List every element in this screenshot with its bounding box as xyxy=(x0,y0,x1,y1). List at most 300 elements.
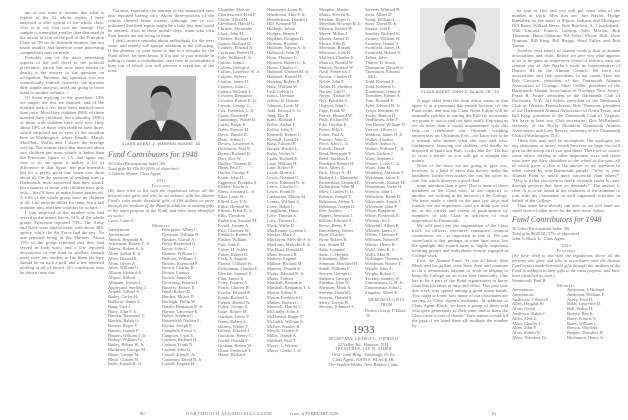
contributor-name: Hume, Richard xyxy=(218,352,245,358)
contributor-name: Isaacs, Herman xyxy=(267,93,295,99)
contributor-name: Weissman, Julius F. xyxy=(365,174,400,180)
contributor-name: Crane, Howard P. xyxy=(218,112,249,118)
contributor-name: Fleischman, Charles E. xyxy=(218,266,259,272)
treasurer: TREASURER, LEE W. ASHER xyxy=(335,346,392,351)
contributor-name: Stong, William L. xyxy=(365,16,397,22)
contributor-name: MacLean, Malcolm F. Jr. xyxy=(267,242,312,248)
contributor-name: Beeson, Winfield xyxy=(567,325,598,331)
contributor-name: Cochrane, Robert D. xyxy=(218,50,255,56)
contributor-name: Doane, Richard H. xyxy=(218,150,251,156)
contributor-name: Elliot, Howard W. xyxy=(218,203,250,209)
contributor-name: Sanborn, George J. xyxy=(319,275,353,281)
contributor-name: Swinfield, Robert S. xyxy=(365,50,401,56)
contributor-name: Allen, Donald S. xyxy=(108,255,138,261)
contributor-name: Bolet, Joseph R. Jr. xyxy=(108,361,142,367)
contributor-name: Butterfield, Nathan E. xyxy=(162,318,201,324)
contributor-name: Woodman, Robert T. xyxy=(365,261,402,267)
members-list-a xyxy=(512,288,565,341)
contributor-name: Schumann, Max xyxy=(319,256,348,262)
contributor-name: Lindenthal, Milton M. xyxy=(267,194,307,200)
contributor-name: Ackerman, Robert T. Jr. xyxy=(108,241,151,247)
contributor-name: Anderson, J. Richard xyxy=(567,287,605,292)
contributor-name: Merwin, Robert W. xyxy=(319,26,353,32)
contributor-name: Zimmerman, G. H. Jr. xyxy=(365,280,404,286)
contributor-name: Anderson, William E. xyxy=(567,291,606,297)
contributor-name: McGrath, William E. xyxy=(267,318,305,324)
left-column-2-text xyxy=(108,8,214,73)
contributor-name: Allmann, Joseph J. xyxy=(108,279,142,285)
contributor-name: Hunt, William W. xyxy=(267,83,298,89)
contributor-name: Merrill, Charles F. xyxy=(267,328,300,334)
contributor-name: Fendrich, Robert E. xyxy=(218,232,253,238)
contributor-name: Thayer, D. Stuart xyxy=(365,59,396,65)
contributor-name: Zingales, Albert E. xyxy=(365,290,399,296)
contributor-name: Carlson, Richard H. xyxy=(162,337,198,343)
class-agent-photo-moore xyxy=(126,76,196,140)
contributor-name: Cox, Frederick L. Jr. xyxy=(218,107,255,113)
contributor-name: Allen, Alva E. xyxy=(512,315,538,321)
contributor-name: Lomas, William A. xyxy=(267,198,301,204)
contributor-name: Loughhane, Harry xyxy=(267,208,300,214)
contributor-name: Purcell, David xyxy=(319,146,345,152)
contributor-name: Campbell, Forest C. xyxy=(162,327,198,333)
fund-year: 1932 xyxy=(156,178,166,183)
contributor-name: Gage, Robert M. xyxy=(218,309,248,315)
contributor-name: Kane, Richard J. xyxy=(267,117,297,123)
members-list-b xyxy=(567,288,620,341)
contributor-name: Anonymous xyxy=(512,291,534,297)
contributor-name: Gates, Robert S. xyxy=(218,318,247,324)
contributor-name: Nolan, H. Sheldon xyxy=(319,83,352,89)
contributor-name: Graham, Robert W. xyxy=(218,342,253,348)
contributor-name: Swinfield, James H. xyxy=(365,45,401,51)
left-page-number: 80 xyxy=(140,411,145,416)
contributor-name: Sweeney, Daniel A. xyxy=(365,40,400,46)
contributor-name: Rogers, Seymour J. xyxy=(319,213,354,219)
contributor-name: Stevens, Donald S. xyxy=(319,294,353,300)
contributor-name: Mackie, Mark J. xyxy=(267,232,296,238)
contributor-name: Morse, Clarke J. Jr. xyxy=(267,347,302,353)
contributor-name: Collins, Laurence W. Jr. xyxy=(218,69,261,75)
contributor-name: Marks, Francis xyxy=(267,275,294,281)
contributor-name: Whitcomb, Austin J. xyxy=(365,198,402,204)
paragraph: Of those replying to the questions, 19% are single; the rest are married, and of the married men a few have been married more than once. Most have children (86% of those married have children), but a plurality (38%) of those with children have only two. Only about 18% of those with children have three, which surprised me in view of the situation here in Washington, where Fanelli, Marsh, MacPhail, Wallis and I shove the average way up. The returns show that there are about two children per man, which is better than the Princeton figure of 1.5—but again our year is so far apart it makes a lot of difference in that figure. (no pun intended, but it's a pretty good one when you think about it). On the question of sending sons to Dartmouth, most answered that they would, but a quarter of those with children have girls only—they'll have to make house parties do. A fifth of the whole group have no children at all. Life must be duller for them, but a full measure now and then wouldn't be so bad. xyxy=(20,95,104,210)
contributor-name: Fletcher, Samuel K. xyxy=(218,270,253,276)
contributor-name: Clark, John M. xyxy=(218,30,245,36)
contributor-name: Daley, Francis M. xyxy=(218,126,250,132)
contributor-name: Hill, Kenneth M. xyxy=(267,21,297,27)
contributor-name: Bassett, Roger F. xyxy=(108,322,138,328)
contributor-name: Moore, Ellis B. xyxy=(319,40,347,46)
contributor-name: Simpson, Howland H. xyxy=(319,261,359,267)
contributor-name: Richard, L. Marquette xyxy=(319,174,359,180)
contributor-name: Thompson, Donald A. xyxy=(365,64,405,70)
contributor-name: Saltz, C. Herbert xyxy=(319,251,349,257)
contributor-name: Mallory, Eugene xyxy=(267,256,297,262)
contributor-name: Osgood, John C. xyxy=(319,102,349,108)
contributor-name: Avery, Fred H. xyxy=(567,296,593,302)
left-column-2 xyxy=(108,8,214,367)
contributor-name: Fuller, George A. xyxy=(218,304,249,310)
contributor-name: Wolff, Max H. xyxy=(365,251,391,257)
contributor-name: Williams, Robert P. xyxy=(365,237,400,243)
contributor-name: Cowden, Robert E. Jr. xyxy=(218,98,257,104)
contributor-name: Stevens, Winfred B. xyxy=(365,7,401,12)
contributor-name: Kelley, John T. xyxy=(267,126,294,132)
contributor-name: Morrison, Russell xyxy=(319,45,351,51)
contributor-name: Fisher, H. Ashby xyxy=(218,246,248,252)
contributor-name: White, Frederick B. xyxy=(365,213,400,219)
contributor-name: Knight, Harold L. xyxy=(267,146,299,152)
contributor-name: Van Dusen, William D. xyxy=(365,122,406,128)
contributor-name: Marshall, Benjamin xyxy=(267,280,302,286)
contributor-name: Pike, Gordon E. xyxy=(319,122,348,128)
class-1933-header xyxy=(319,324,408,367)
contributor-name: Richardson, Leonard E. xyxy=(319,179,361,185)
contributor-name: Gardner, Lewis P. xyxy=(218,314,250,319)
contributor-name: White, Benjamin xyxy=(365,208,395,214)
contributor-name: Moody, James D. xyxy=(319,35,350,41)
contributor-name: Henderson, Max P. Jr. xyxy=(267,11,306,17)
contributor-name: McKee, Stanley R. xyxy=(267,323,301,329)
contributor-name: Eaton, John D. xyxy=(218,174,245,180)
contributor-name: Frank, Richard L. xyxy=(218,294,250,300)
contributor-name: Elliott, Leo T. Jr. xyxy=(218,198,248,204)
contributor-name: Brown, James R. xyxy=(162,274,193,280)
contributor-name: King, Edward P. xyxy=(267,141,296,147)
contributor-name: Kimball, Frank H. xyxy=(267,136,300,142)
contributor-name: Buckley, Robert E. xyxy=(162,284,196,290)
contributor-name: Anderson, J. Russell xyxy=(512,296,549,302)
right-column-text xyxy=(512,8,620,213)
contributor-name: Lowe, Ralph J. xyxy=(267,203,294,209)
contributor-name: Bang, Carl J. xyxy=(108,303,131,309)
middle-column-text xyxy=(412,183,508,328)
contributor-name: Ryan, Robert B. xyxy=(319,237,348,243)
contributor-name: Hopkins, Douglas D. xyxy=(267,35,305,41)
contributor-name: Wilder, Clarence F. xyxy=(365,232,399,238)
contributor-name: Bleck, Charles R. xyxy=(108,356,139,362)
contributor-name: Barbey, Ben K. xyxy=(567,310,595,316)
founder-name: Wentworth, Paul R. xyxy=(512,278,547,283)
contributor-name: Durfee, George F. xyxy=(218,170,250,176)
contributor-name: Morrison, John H. xyxy=(319,50,352,56)
contributor-name: Trombley, Edwin A. xyxy=(365,93,401,99)
contributor-name: Coates, Richard D. xyxy=(218,40,252,46)
contributor-name: Lash, Robert P. xyxy=(267,165,294,171)
contributor-name: Grant, Frederick T. xyxy=(218,347,252,353)
contributor-name: Foley, Francis A. xyxy=(218,280,248,286)
contributor-name: Marks, Edward B. Jr. xyxy=(267,270,305,276)
contributor-name: Burrill, Benjamin R. Jr. xyxy=(162,303,204,309)
contributor-name: Brown, Francis xyxy=(162,270,190,276)
contributor-name: Bennett, William C. xyxy=(162,250,198,256)
contributor-name: Murray, Richard W. xyxy=(319,64,354,70)
contributor-name: Bellows, William T. xyxy=(162,255,198,261)
contributor-name: Cleveland, Harold C. xyxy=(218,21,256,27)
contributor-name: Allison, Richard A. xyxy=(108,270,143,276)
contributor-name: Richardson, John M. xyxy=(319,184,356,190)
contributor-name: Reed, Sheldon F. xyxy=(319,155,349,161)
contributor-name: Bates, William L. xyxy=(567,320,598,326)
contributor-name: Roe, Andrew xyxy=(319,208,343,214)
contributor-name: Goodwin, Henry C. xyxy=(218,333,253,339)
contributor-name: Ball, Walter H. xyxy=(567,306,594,312)
magazine-title: DARTMOUTH ALUMNI MAGAZINE xyxy=(186,411,273,416)
contributor-name: Coakley, Edward A. xyxy=(218,45,254,51)
founders-label: Founders xyxy=(151,183,171,188)
contributor-name: Strauss, Joel E. xyxy=(365,26,392,32)
contributor-name: Waldron, James H. Jr. xyxy=(365,131,404,137)
contributor-name: Bartlett, Ralph G. xyxy=(108,318,140,324)
secretary-address: 22 Valley Rd., Hanover, N.H. xyxy=(337,341,390,347)
contributor-name: McCarthy, John J. xyxy=(267,309,299,315)
contributor-name: Allen, Arthur E. Jr. xyxy=(108,250,142,256)
paragraph: Probably one of the most interesting aspects of the poll (next to the political preference, which has now been beaten to death) is the answer to the question on occupation. Because this question was not scientifically framed, however, the answers defy simple analysis, and I am going to leave them to another column. xyxy=(20,55,104,95)
contributor-name: Cowden, Benjamin xyxy=(218,93,252,99)
contributor-name: Collins, George A. xyxy=(218,64,251,70)
contributor-name: Ruesenberg, Walter xyxy=(319,227,354,233)
fund-gifts: 36 Gifts (Participation Index 39) xyxy=(512,226,570,231)
contributor-name: Johnson, Louis M. xyxy=(267,102,300,108)
contributor-name: Conners, John C. xyxy=(218,83,249,89)
names-column-3 xyxy=(218,8,264,358)
contributor-name: MacLaren, Melville F. Jr. xyxy=(267,237,312,243)
fund-total: Total gifts $628.50 (37% of objective) xyxy=(512,231,580,236)
contributor-name: Babb, Lawrence D. xyxy=(567,301,602,307)
contributor-name: Nye, Franklin S. xyxy=(319,98,349,104)
class-agent-photo-black xyxy=(420,8,500,88)
contributor-name: Carlson, Frank N. xyxy=(162,342,194,348)
contributor-name: Butler, Stephen C. xyxy=(162,313,195,319)
contributor-name: Allport, Milton xyxy=(108,274,135,280)
contributor-name: Ellis, Theodore xyxy=(218,213,245,219)
contributor-name: Boyer, John C. xyxy=(162,246,189,252)
contributor-name: Weinberg, Abraham F. xyxy=(365,170,405,176)
contributor-name: Dickinson, Paul R. xyxy=(218,146,252,152)
contributor-name: VanBiesen, John F. xyxy=(365,117,399,123)
contributor-name: Whitten, James S. xyxy=(365,227,397,233)
contributor-name: Dean, Arthur C. xyxy=(218,136,247,142)
contributor-name: Bowker, Carroll A. xyxy=(162,236,196,242)
contributor-name: Barry, Francis A. xyxy=(567,315,597,321)
contributor-name: Roberts, Joseph T. xyxy=(319,194,352,200)
paragraph: be four or five and you will get some idea of the number at work. Men that are: Jim Naylor, Hodge Ransallen for the states of Illinois, Indiana, and Michigan; Bill Bates, Willard Beers, Bob Brackett, A. Cruickshank, Walt Kincaid, Francis Lathrop, John Morton, Bob Thomson, Harry Osborne, Ed Foley, Moose Hall, Jesse Norman, Bill King, Bill Briggs, Ward Fuller, and Bob Turner. xyxy=(512,8,620,48)
contributor-name: Sheldon, John W. xyxy=(319,280,350,286)
contributor-name: Cloutier, Richard T. xyxy=(218,35,253,41)
contributor-name: Blann, George M. xyxy=(108,351,140,357)
contributor-name: Viereck, Oliver G. xyxy=(365,126,398,132)
contributor-name: Ryan, Charles xyxy=(319,232,344,238)
contributor-name: Allen, Oliver S. xyxy=(108,260,136,266)
contributor-name: Gould, Donald E. xyxy=(218,337,249,343)
contributor-name: Lewis, Norman G. xyxy=(267,174,300,180)
contributor-name: Burdett, Milton D. xyxy=(162,294,195,300)
contributor-name: Westerman, Verne H. xyxy=(365,184,403,190)
fund-heading: Fund Contributors for 1948 xyxy=(108,150,198,159)
contributor-name: Dorr, Roy W. xyxy=(218,155,242,161)
contributor-name: Talbot, John xyxy=(365,54,387,60)
contributor-name: True, Richard F. xyxy=(365,98,394,104)
right-fund-section xyxy=(512,215,620,341)
contributor-name: Ward, Stephen J. xyxy=(365,155,395,161)
contributor-name: Hunting, Robert R. xyxy=(267,78,301,84)
contributor-name: Munroe, Ronald W. xyxy=(319,59,354,65)
contributor-name: Bergen, Theodore H. xyxy=(567,330,604,336)
contributor-name: Wright, John A. xyxy=(365,266,393,272)
contributor-name: Hubbard, Chester M. Jr. xyxy=(267,69,310,75)
photo-caption: CLASS AGENT J. WARREN MOORE '32 xyxy=(121,142,201,146)
contributor-name: Allen, John P. xyxy=(512,325,537,331)
paragraph: We will pass over the organization of the Class itself, its officers, executive committee, reunion committees, etc., as important as that is. We can come back to that, perhaps, at some later issue, but the spotlight this month turns to highly important working groups and individuals closely engaged in College work. xyxy=(412,223,508,258)
contributor-name: Ewald, Jerome A. xyxy=(218,222,250,228)
contributor-name: Potter, Paul A. xyxy=(319,131,345,137)
contributor-name: Jeffrey, R. Dennis xyxy=(267,98,299,104)
contributor-name: Miller, Joseph A. xyxy=(267,333,298,339)
contributor-name: Connor, Richard T. xyxy=(218,88,252,94)
fund-agent: John S. Black Jr., Class Agent xyxy=(512,236,565,241)
contributor-name: Whiteside, John P. xyxy=(365,203,398,209)
contributor-name: Tuohy, Benton D. xyxy=(365,112,397,118)
contributor-name: Wooton, John T. xyxy=(365,189,394,195)
contributor-name: Gibson, Walter T. xyxy=(218,323,249,329)
contributor-name: Mack, Willis D. xyxy=(267,222,296,228)
contributor-name: Chandler, Marvin xyxy=(218,7,250,12)
contributor-name: Mason, Frederick G. xyxy=(267,294,304,300)
contributor-name: Hodges, Homer F. xyxy=(267,30,300,36)
contributor-name: Boyd, Raymond G. xyxy=(162,241,197,247)
paragraph: I'm sure, especially the number of the unmarried ones also reported having cars. About three-quarters of the returns showed home owners, although one or two indicated that their equity might be a little less than could be desired. Also, in these mobile days, some who own their homes are not living in them. xyxy=(108,8,214,38)
contributor-name: Hons, Thomas C. xyxy=(267,54,298,60)
contributor-name: Birchmore, Henry Jr. xyxy=(567,334,605,340)
contributor-name: Meehan, Roger G. xyxy=(319,16,352,22)
contributor-name: Luce, Thomas L. xyxy=(267,218,297,224)
contributor-name: Anderson, Ralph J. xyxy=(512,310,546,316)
contributor-name: Adams, Robert S. Jr. xyxy=(108,246,145,252)
contributor-name: Stevens, Edmund A. xyxy=(319,304,355,310)
contributor-name: Wentworth, Nathan M. xyxy=(365,179,406,185)
contributor-name: Lewis, Charles C. xyxy=(267,184,299,190)
right-names-area xyxy=(319,8,408,367)
contributor-name: Mattis, Everett K. xyxy=(319,11,351,17)
contributor-name: Cummings, Walter D. xyxy=(218,117,257,123)
fund-note: (We have tried to list with the regulations above all the persons who gave and who in accordance with the Alumni Fund's rules made threshold gifts through the medium of the Fund in addition to their gifts to the main purpose, and have been identified as such.) xyxy=(512,253,620,278)
contributor-name: Walker, Arthur A. xyxy=(365,141,397,147)
class-year-heading: 1933 xyxy=(352,323,375,336)
contributor-name: MacPhail, Donald R. xyxy=(267,246,305,252)
contributor-name: Houston, Robert C. Jr. xyxy=(267,59,307,65)
right-middle-column xyxy=(412,8,508,328)
contributor-name: Dudley, Thomas D. xyxy=(218,160,253,166)
contributor-name: Swasey, William W. xyxy=(365,35,401,41)
contributor-name: Whitelock, Ralph D. xyxy=(365,194,402,200)
portrait-image xyxy=(420,8,500,88)
contributor-name: Lane, William H. xyxy=(267,160,298,166)
contributor-name: Hubbard, Harold H. xyxy=(267,74,303,80)
contributor-name: Arnold, Gilbert A. xyxy=(108,289,141,295)
contributor-name: Bishop, William G. xyxy=(108,337,143,343)
contributor-name: French, Harold W. xyxy=(218,299,251,305)
contributor-name: Carpenter, David B. Jr. xyxy=(162,356,203,362)
contributor-name: Anonymous xyxy=(108,227,130,232)
contributor-name: Meagher, Martin xyxy=(319,7,349,12)
contributor-name: Meredith, Howard R. Jr. xyxy=(319,21,362,27)
contributor-name: Cowen, George C. xyxy=(218,102,251,108)
contributor-name: Sax, Simon M. xyxy=(319,242,346,248)
contributor-name: Love, Thomas S. xyxy=(267,213,297,219)
paragraph: These lists may well be incomplete. Our apologies for any omissions or errors, which however we hope you will give us the scoop on if you spot them. There are of course some others serving in other important ways and those who have put their shoulders to the wheel in the past, all of which gives a clue to the answer to the question so often raised by non-Dartmouth people: "Why is your Alumni Fund so much more successful than others?" "Why is it that you seem to find it so much easier to carry through projects that have no demands?" The answer is clear. It is to be found in the readiness of the alumnus to join with his classmates in well organized activities in behalf of the College. xyxy=(512,138,620,203)
contributor-name: Riley, Charles E. Jr. xyxy=(319,189,354,195)
contributor-name: Robinson, Arthur A. xyxy=(319,198,355,204)
members-label: Members xyxy=(151,223,170,228)
contributor-name: Rowe, Henry P. xyxy=(319,222,347,228)
contributor-name: Browning, Francis L. xyxy=(162,279,200,285)
contributor-name: Carroll, Eugene H. xyxy=(162,361,196,367)
contributor-name: Barry, John F. Jr. xyxy=(108,308,138,314)
contributor-name: Colpitts, Robert xyxy=(218,74,247,80)
paragraph: None of the news we are going to give you, however, is a kind of news that doesn't make the headlines, hardly ever makes the run, but gives its fare, but which deserves a good deal xyxy=(412,163,508,183)
fund-note: (We have tried to list with the regulations above all the persons who gave and who in accordance with the Alumni Fund's rules made threshold gifts of 100 dollars or more through the medium of the Fund in addition to making gifts to the main purpose of the Fund, and have been identified as such.) xyxy=(108,188,214,218)
contributor-name: Hollister, Edwin A. Jr. xyxy=(267,45,307,51)
contributor-name: Martin, Edwin S. xyxy=(267,290,298,296)
contributor-name: Buell, Robert D. xyxy=(162,289,192,295)
contributor-name: Sherman, Mark A. xyxy=(319,285,352,291)
contributor-name: Wright, Robert C. xyxy=(365,270,397,276)
contributor-name: Brown, Charles B. xyxy=(162,265,195,271)
contributor-name: Wolfinger, Thomas A. xyxy=(365,256,404,262)
contributor-name: Christie, Alexander xyxy=(218,26,253,32)
contributor-name: Wilson, Henry R. xyxy=(365,242,396,248)
contributor-name: Watts, John M. xyxy=(365,165,392,171)
contributor-name: Blackmer, George M. xyxy=(108,346,147,352)
contributor-name: Bourgeois, Albert C. xyxy=(162,227,199,232)
contributor-name: Lamb, Richard E. xyxy=(267,155,299,161)
contributor-name: Bailey, Robert W. Jr. xyxy=(108,342,145,348)
contributor-name: Childs, Alfred H. xyxy=(218,16,249,22)
paragraph: ant of one want to assume that what is typical of the 22 whose replies I have analyzed is also typical of the whole class, who is to say that you are wrong? Our sample is somewhat smaller than that used in the article in Life on the poll of the Princeton Class of '39 on its fifteenth reunion, but not much smaller, and therefore some interesting comparisons may be made. xyxy=(20,10,104,55)
contributor-name: Eggleston, Franklin S. xyxy=(218,179,258,185)
treasurer-address: 1612 Grant Bldg., Pittsburgh 19, Pa. xyxy=(331,351,396,357)
memorial-gift-entry: Parker, George F. Black '30 xyxy=(365,307,406,318)
paragraph: Thus some have already run over, so we will hand our small store of other news for the next issue. Adios. xyxy=(512,203,620,213)
contributor-name: Bassett, William J. Jr. xyxy=(108,332,147,338)
names-column-4 xyxy=(267,8,313,353)
contributor-name: McDonald, Roger T. xyxy=(267,314,304,319)
contributor-name: Baldwin, James A. xyxy=(108,298,141,304)
contributor-name: Nevins, Charles H. xyxy=(319,74,353,80)
contributor-name: Price, John C. Jr. xyxy=(319,141,349,147)
contributor-name: Conlon, James D. xyxy=(218,78,250,84)
contributor-name: Fish, John E. xyxy=(218,242,241,248)
contributor-name: Campion, Cyril E. xyxy=(162,332,195,338)
contributor-name: Walton, William C. Jr. xyxy=(365,146,405,152)
contributor-name: Reichard, Robert H. xyxy=(319,160,355,166)
members-list-b xyxy=(162,228,214,367)
contributor-name: Peck, Richard H. xyxy=(319,117,349,123)
contributor-name: Saltz, Leonard xyxy=(319,246,345,252)
paragraph: I shall reserve remarks about individuals for the next issue, and merely call special attention to the following. If the absence of your name is due to a mistake by the Fund office, let them know. If it is due to your mistake in failing to make a contribution, start now to accumulate a kitty out of which you will prevent a repetition of the error. xyxy=(108,38,214,73)
contributor-name: Kennedy, Robert C. xyxy=(267,131,302,137)
members-label: Members xyxy=(556,283,575,288)
founder-name: Cross, Louis L. xyxy=(108,218,136,223)
contributor-name: Powers, John G. xyxy=(319,136,348,142)
contributor-name: Fitch, A. Eugene xyxy=(218,256,248,262)
contributor-name: Lewis, Frank D. xyxy=(267,189,296,195)
right-names-column-2-wrap xyxy=(365,8,408,318)
contributor-name: Allen, Theodore W. xyxy=(512,334,547,340)
contributor-name: Todd, Bernard P. xyxy=(365,78,395,84)
contributor-name: Nash, Frederick J. xyxy=(319,69,351,75)
